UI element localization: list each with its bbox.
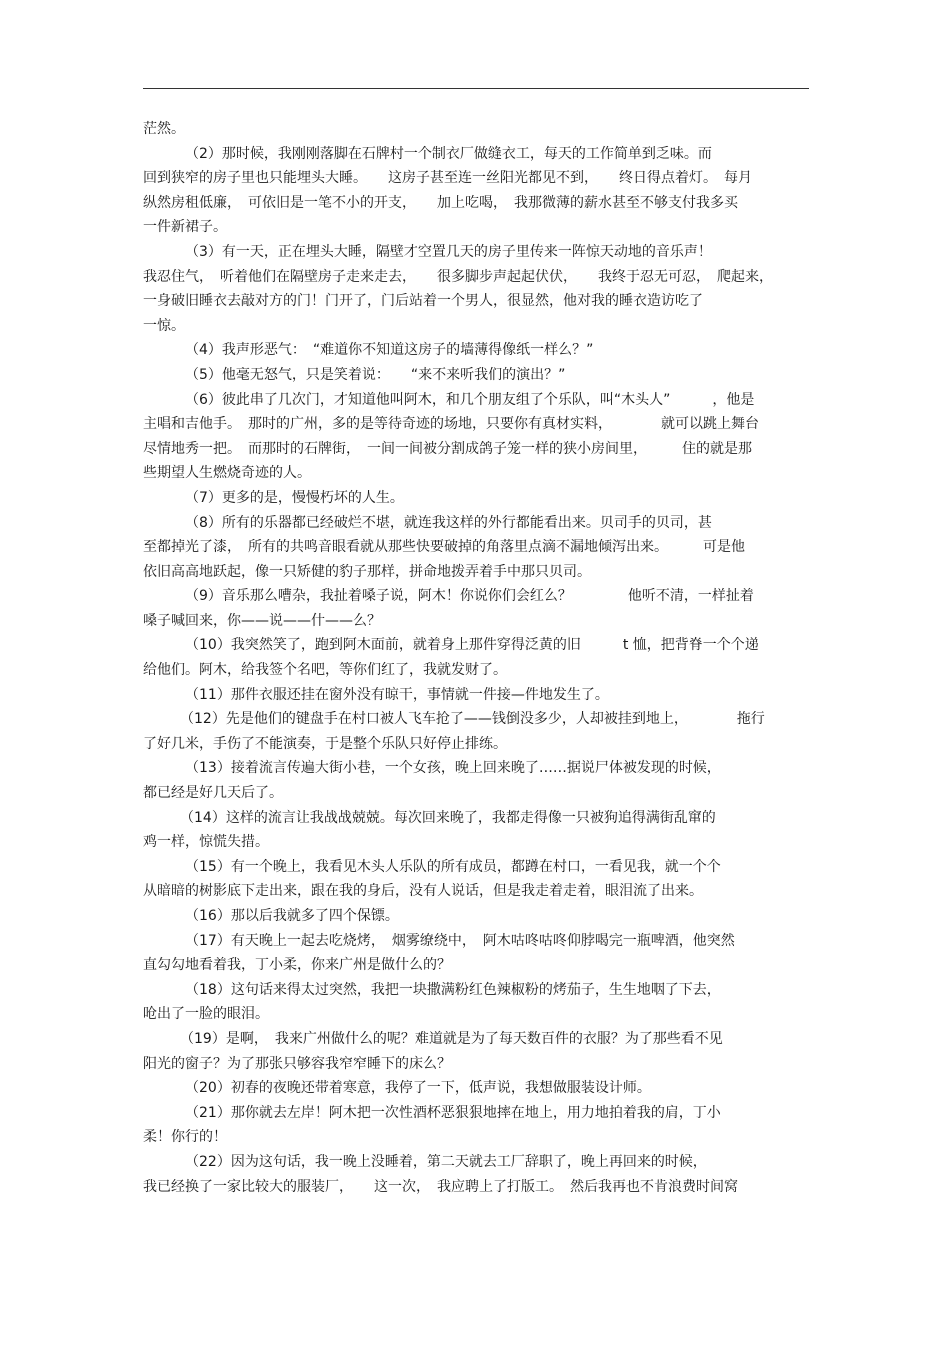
text-line: （8）所有的乐器都已经破烂不堪，就连我这样的外行都能看出来。贝司手的贝司，甚 xyxy=(185,514,712,531)
text-line: （4）我声形恶气： “难道你不知道这房子的墙薄得像纸一样么？” xyxy=(185,342,594,359)
text-line: （14）这样的流言让我战战兢兢。每次回来晚了，我都走得像一只被狗追得满街乱窜的 xyxy=(180,809,716,826)
text-line: 鸡一样，惊慌失措。 xyxy=(143,834,269,851)
text-line: 从暗暗的树影底下走出来，跟在我的身后，没有人说话，但是我走着走着，眼泪流了出来。 xyxy=(143,883,703,900)
text-line: （21）那你就去左岸！阿木把一次性酒杯恶狠狠地摔在地上，用力地拍着我的肩，丁小 xyxy=(185,1104,721,1121)
text-line: （15）有一个晚上，我看见木头人乐队的所有成员，都蹲在村口，一看见我，就一个个 xyxy=(185,858,721,875)
text-line: （19）是啊， 我来广州做什么的呢？难道就是为了每天数百件的衣服？为了那些看不见 xyxy=(180,1030,723,1047)
text-line: （16）那以后我就多了四个保镖。 xyxy=(185,908,399,924)
text-line: 我忍住气， 听着他们在隔壁房子走来走去， 很多脚步声起起伏伏， 我终于忍无可忍， 爬起来， xyxy=(143,268,773,285)
text-line: （6）彼此串了几次门，才知道他叫阿木，和几个朋友组了个乐队，叫“木头人” ，他是 xyxy=(185,391,755,408)
text-line: 了好几米，手伤了不能演奏，于是整个乐队只好停止排练。 xyxy=(143,735,507,752)
text-line: 呛出了一脸的眼泪。 xyxy=(143,1006,269,1023)
text-line: 尽情地秀一把。 而那时的石牌街， 一间一间被分割成鸽子笼一样的狭小房间里， 住的就是那 xyxy=(143,440,752,457)
text-line: 一身破旧睡衣去敲对方的门！门开了，门后站着一个男人，很显然，他对我的睡衣造访吃了 xyxy=(143,293,703,310)
text-line: （7）更多的是，慢慢朽坏的人生。 xyxy=(185,489,404,506)
text-line: （13）接着流言传遍大街小巷，一个女孩，晚上回来晚了……据说尸体被发现的时候， xyxy=(185,760,721,777)
text-line: （5）他毫无怒气，只是笑着说： “来不来听我们的演出？” xyxy=(185,366,566,383)
text-line: （2）那时候，我刚刚落脚在石牌村一个制衣厂做缝衣工，每天的工作简单到乏味。而 xyxy=(185,145,712,162)
document-body xyxy=(143,117,811,1199)
text-line: （10）我突然笑了，跑到阿木面前，就着身上那件穿得泛黄的旧 t 恤，把背脊一个个递 xyxy=(185,637,759,654)
text-line: （3）有一天，正在埋头大睡，隔壁才空置几天的房子里传来一阵惊天动地的音乐声！ xyxy=(185,243,712,260)
text-line: 柔！你行的！ xyxy=(143,1129,227,1146)
text-line: （12）先是他们的键盘手在村口被人飞车抢了——钱倒没多少，人却被挂到地上， 拖行 xyxy=(180,711,765,728)
text-line: 茫然。 xyxy=(143,121,185,137)
text-line: （11）那件衣服还挂在窗外没有晾干，事情就一件接—件地发生了。 xyxy=(185,686,609,703)
text-line: 一件新裙子。 xyxy=(143,219,227,236)
text-line: （18）这句话来得太过突然，我把一块撒满粉红色辣椒粉的烤茄子，生生地咽了下去， xyxy=(185,981,721,998)
text-line: 嗓子喊回来，你——说——什——么？ xyxy=(143,612,381,629)
text-line: 一惊。 xyxy=(143,317,185,334)
text-line: 回到狭窄的房子里也只能埋头大睡。 这房子甚至连一丝阳光都见不到， 终日得点着灯。 每月 xyxy=(143,170,752,187)
text-line: 都已经是好几天后了。 xyxy=(143,785,283,802)
text-line: 直勾勾地看着我，丁小柔，你来广州是做什么的？ xyxy=(143,957,451,974)
text-line: 至都掉光了漆， 所有的共鸣音眼看就从那些快要破掉的角落里点滴不漏地倾泻出来。 可是他 xyxy=(143,539,745,556)
text-line: 依旧高高地跃起，像一只矫健的豹子那样，拼命地拨弄着手中那只贝司。 xyxy=(143,563,591,580)
text-line: 给他们。阿木，给我签个名吧，等你们红了，我就发财了。 xyxy=(143,662,507,679)
text-line: （9）音乐那么嘈杂，我扯着嗓子说，阿木！你说你们会红么？ 他听不清，一样扯着 xyxy=(185,588,754,605)
text-line: 阳光的窗子？为了那张只够容我窄窄睡下的床么？ xyxy=(143,1055,451,1072)
text-line: 我已经换了一家比较大的服装厂， 这一次， 我应聘上了打版工。 然后我再也不肯浪费时间窝 xyxy=(143,1178,738,1195)
text-line: 纵然房租低廉， 可依旧是一笔不小的开支， 加上吃喝， 我那微薄的薪水甚至不够支付我多买 xyxy=(143,194,738,211)
text-line: （20）初春的夜晚还带着寒意，我停了一下，低声说，我想做服装设计师。 xyxy=(185,1080,651,1097)
text-line: （17）有天晚上一起去吃烧烤， 烟雾缭绕中， 阿木咕咚咕咚仰脖喝完一瓶啤酒，他突然 xyxy=(185,932,735,949)
text-line: （22）因为这句话，我一晚上没睡着，第二天就去工厂辞职了，晚上再回来的时候， xyxy=(185,1153,707,1170)
text-line: 些期望人生燃烧奇迹的人。 xyxy=(143,465,311,482)
text-line: 主唱和吉他手。 那时的广州，多的是等待奇迹的场地，只要你有真材实料， 就可以跳上舞台 xyxy=(143,416,759,433)
header-rule xyxy=(143,88,809,89)
